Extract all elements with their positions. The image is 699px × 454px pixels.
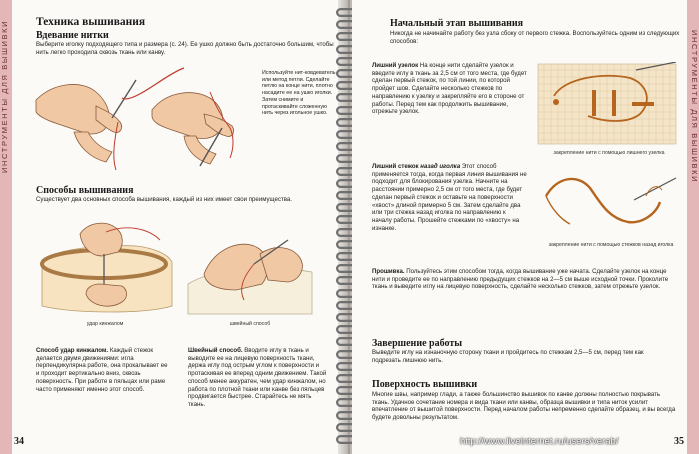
sewing-method-illustration [184, 224, 316, 316]
threading-heading: Вдевание нитки [36, 30, 109, 41]
stab-method-title: Способ удар кинжалом. [36, 347, 109, 354]
continue-method-text [372, 268, 680, 291]
knot-method-body: На конце нити сделайте узелок и введите иглу в ткань за 2,5 см от того места, где будет сделан первый стежок, по той линии, по которой пройдет шов. Сделайте несколько стежков по направлению к узелку и закрепляйте его в стороне от работы. Перед тем как продолжить вышивание, отрежьте узелок. [372, 62, 527, 116]
hand-left-icon [36, 84, 122, 162]
threading-side-note: Используйте нит-ковдеватель или метод петли. Сделайте петлю на конце нити, плотно насадите ее на ушко иголки. Затем снимите и протаскивайте сложенную нить через игольное ушко. [262, 70, 336, 117]
methods-text: Существует два основных способа вышивания, каждый из них имеет свои преимущества. [36, 196, 292, 203]
hand-sewing-icon [204, 244, 268, 290]
continue-method-body: Пользуйтесь этим способом тогда, когда вышивание уже начата. Сделайте узелок на конце нити и проведите ее по направлению предыдущих стежков на 2—5 см выше исходной точки. Проколите ткань и выведите иглу на лицевую поверхность, сделайте несколько стежков, затем отрежьте узелок. [372, 268, 669, 291]
intro-text: Никогда не начинайте работу без узла сбоку от первого стежка. Воспользуйтесь одним из следующих способов: [390, 30, 680, 45]
caption-stab: удар кинжалом [86, 321, 124, 327]
finish-text: Выведите иглу на изнаночную сторону ткани и пройдитесь по стежкам 2,5—5 см, перед тем как подрезать лишнюю нить. [372, 349, 644, 364]
extra-stitch-body: Этот способ применяется тогда, когда первая линия вышивания не подходит для блокирования узелка. Начните на расстоянии примерно 2,5 см от того места, где будет сделан первый стежок и оставьте на поверхности «хвост» длиной примерно 5 см. Затем сделайте два или три стежка назад иголка по направлению к началу работы. Прошейте стежками по «хвосту» на изнанке. [372, 163, 527, 232]
needle-icon [634, 178, 676, 200]
backstitch-illustration [538, 166, 678, 240]
stab-method-body: Каждый стежок делается двумя движениями: игла перпендикулярна работе, она прокалывает ее и проходит вертикально вниз, сквозь поверхность. При работе в пяльцах или раме часто применяют именно этот способ. [36, 347, 168, 393]
left-page [0, 0, 346, 454]
extra-stitch-italic: назад иголка [420, 163, 461, 170]
caption-knot: закрепление нити с помощью лишнего узелка [553, 150, 665, 156]
threading-illustration [34, 62, 256, 172]
caption-backstitch: закрепление нити с помощью стежков назад иголка [548, 242, 674, 248]
page-title-right: Начальный этап вышивания [390, 18, 524, 29]
knot-method-title: Лишний узелок [372, 62, 419, 69]
extra-stitch-title: Лишний стежок [372, 163, 419, 170]
knot-icon [553, 99, 559, 105]
finish-heading: Завершение работы [372, 338, 463, 349]
knot-illustration [534, 62, 679, 146]
left-sidebar-label: ИНСТРУМЕНТЫ ДЛЯ ВЫШИВКИ [0, 20, 9, 174]
stab-method-illustration [36, 214, 176, 318]
watermark-url: http://www.liveinternet.ru/users/verab/ [460, 436, 619, 447]
right-page [352, 0, 699, 454]
caption-sewing: швейный способ [229, 321, 271, 327]
sewing-method-title: Швейный способ. [188, 347, 243, 354]
left-sidebar-tab [0, 0, 12, 454]
page-number-left: 34 [14, 436, 24, 447]
surface-heading: Поверхность вышивки [372, 379, 478, 390]
page-number-right: 35 [674, 436, 684, 447]
knot-method-text [372, 62, 527, 116]
threading-text: Выберите иголку подходящего типа и размера (с. 24). Ее ушко должно быть достаточно большим, чтобы нить легко проходила сквозь ткань или канву. [36, 41, 334, 56]
page-title-left: Техника вышивания [36, 16, 146, 28]
extra-stitch-text [372, 163, 527, 232]
sewing-method-body: Вводите иглу в ткань и выводите ее на лицевую поверхность ткани, держа иглу под острым углом к поверхности и протаскивая ее вперед одним движением. Такой способ менее аккуратен, чем удар кинжалом, но работа по плотной ткани или канве без пяльцев продвигается быстрее. Старайтесь не мять ткань. [188, 347, 327, 408]
right-sidebar-label: ИНСТРУМЕНТЫ ДЛЯ ВЫШИВКИ [690, 30, 699, 184]
stab-method-text [36, 347, 170, 393]
right-sidebar-tab [687, 0, 699, 454]
sewing-method-text [188, 347, 328, 409]
continue-method-title: Прошивка. [372, 268, 405, 275]
methods-heading: Способы вышивания [36, 185, 134, 196]
surface-text: Многие швы, например глади, а также большинство вышивок по канве должны полностью покрывать ткань. Удачное сочетание номера и вида ткани или канвы, образца вышивки и типа ниток усилит впечатление от вышитой поверхности. Перед началом работы непременно сделайте образец, и вы всегда будете довольны результатом. [372, 391, 676, 422]
